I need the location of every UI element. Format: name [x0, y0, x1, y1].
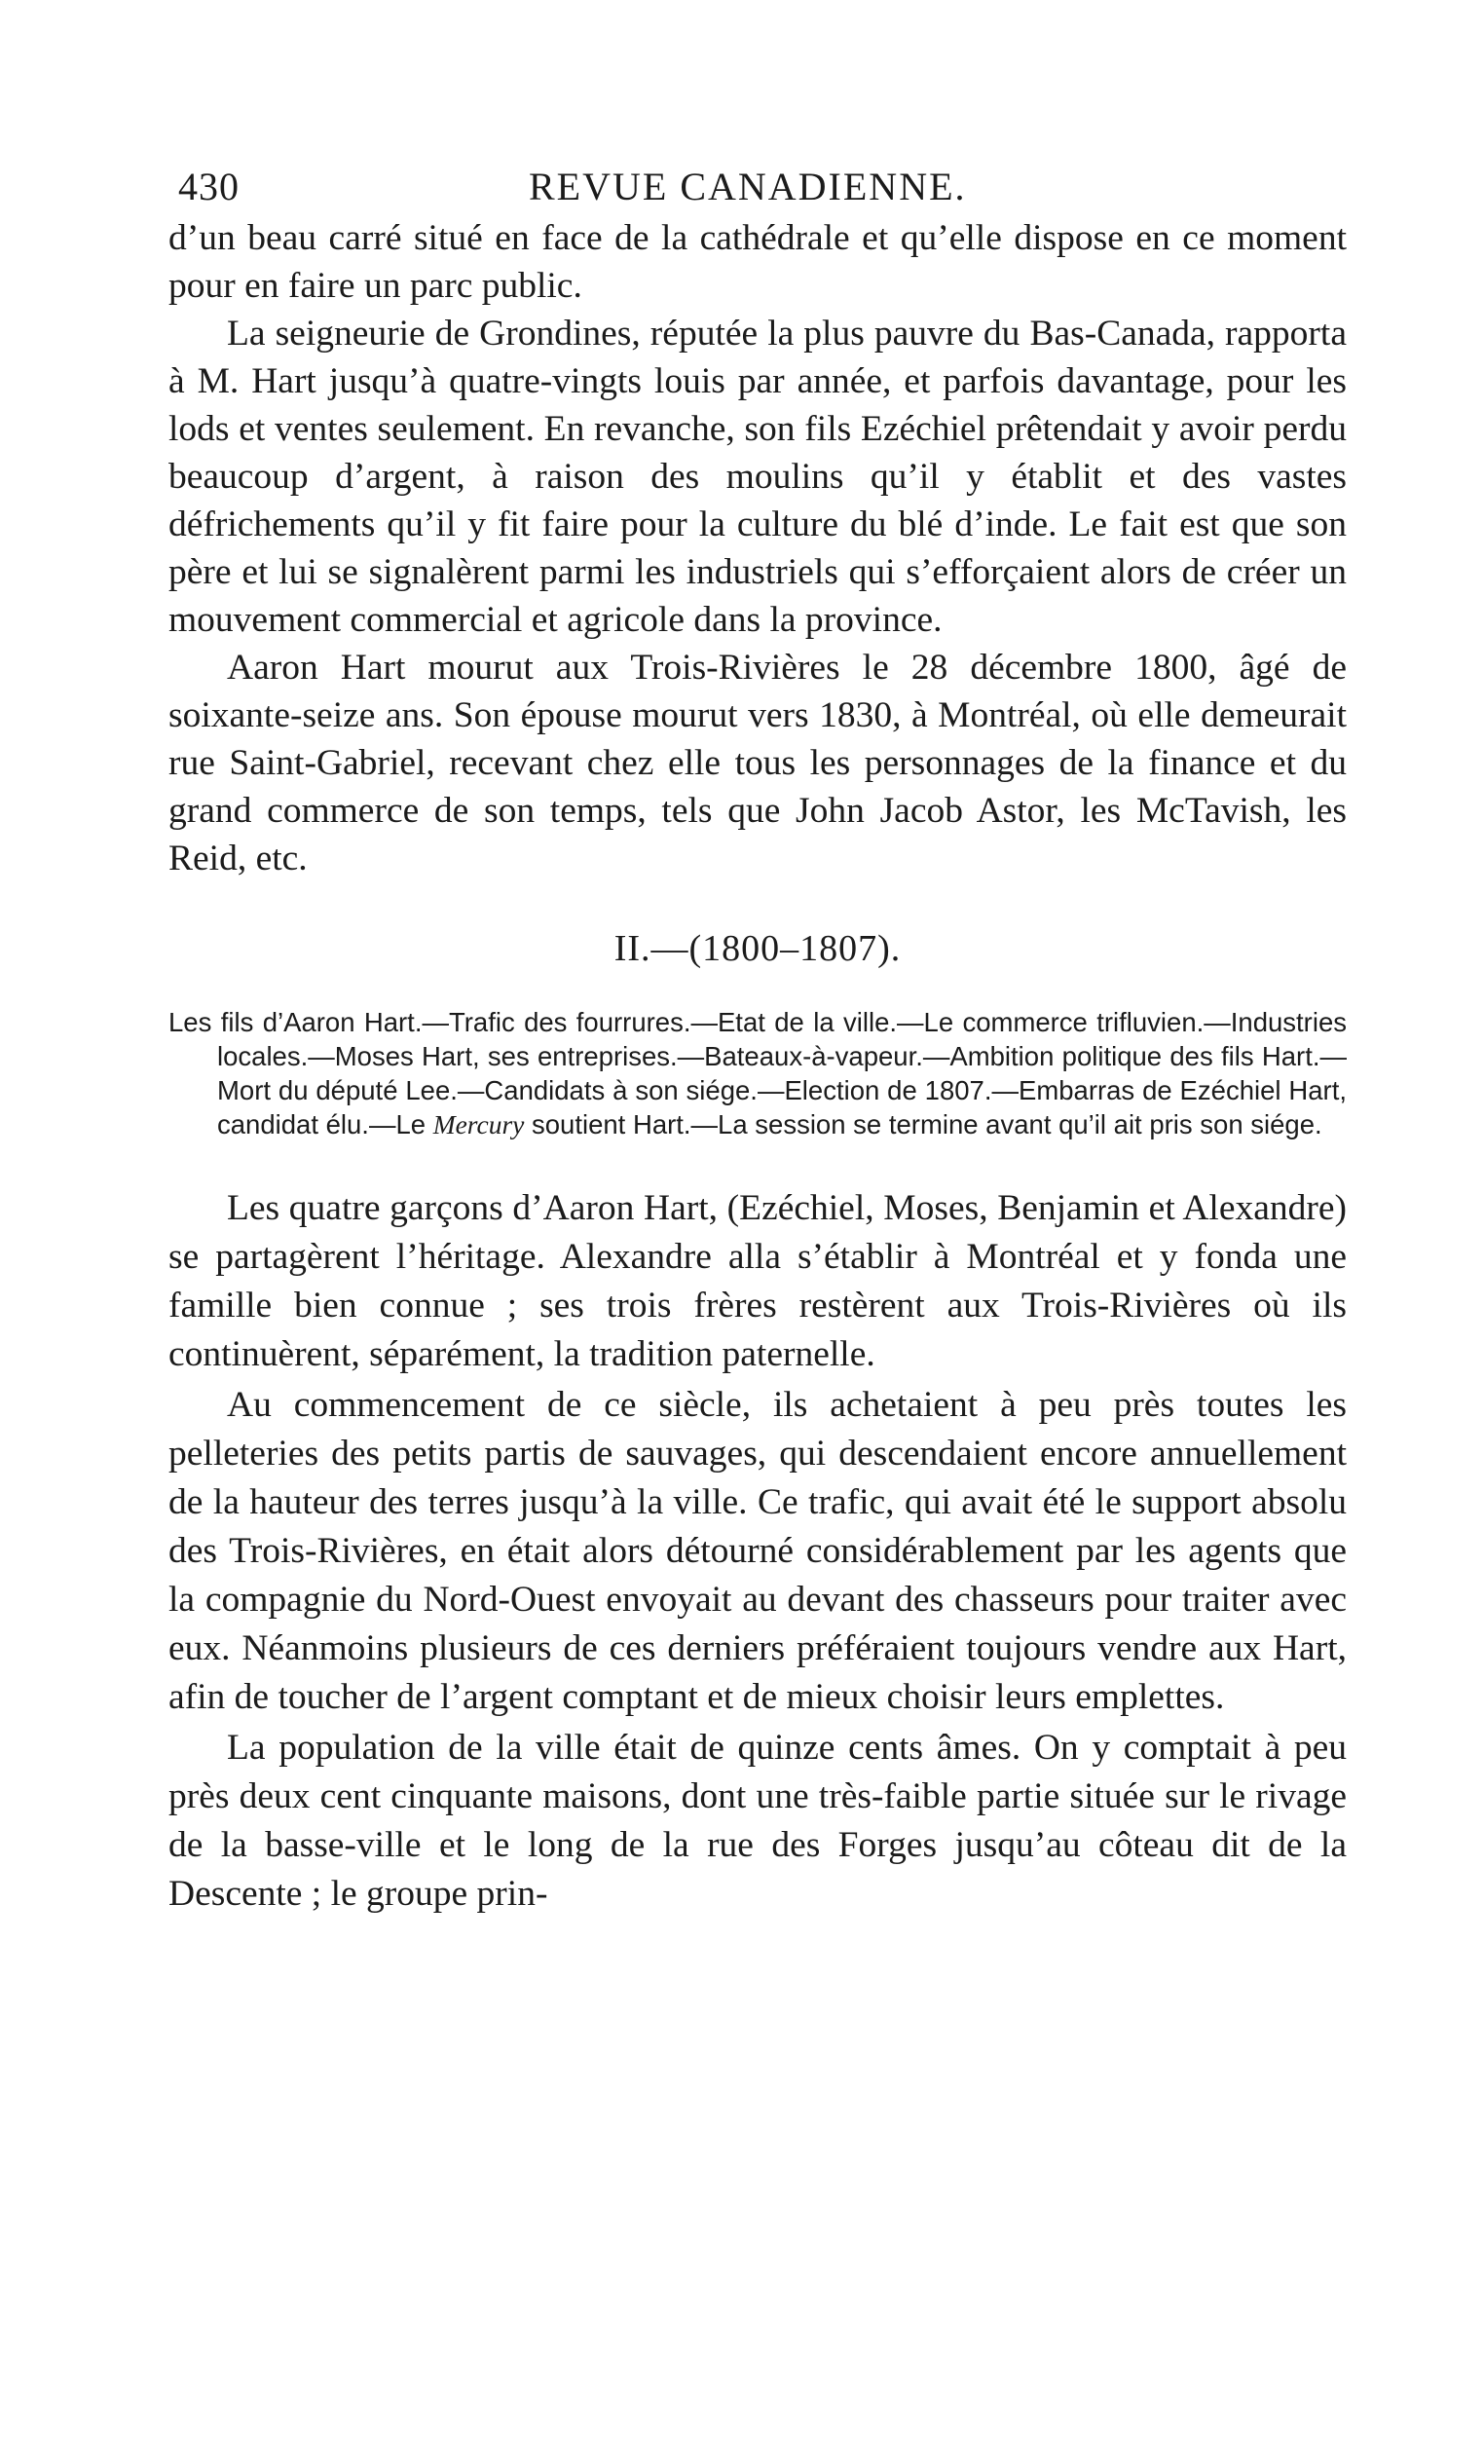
summary-italic-title: Mercury: [432, 1109, 525, 1139]
paragraph: La seigneurie de Grondines, réputée la plus pauvre du Bas-Canada, rapporta à M. Hart jusqu’à quatre-vingts louis par année, et parfois davantage, pour les lods et ventes seulement. En revanche, son fils Ezéchiel prêtendait y avoir perdu beaucoup d’argent, à raison des moulins qu’il y établit et des vastes défrichements qu’il y fit faire pour la culture du blé d’inde. Le fait est que son père et lui se signalèrent parmi les industriels qui s’efforçaient alors de créer un mouvement commercial et agricole dans la province.: [168, 314, 1347, 640]
paragraph: Au commencement de ce siècle, ils achetaient à peu près toutes les pelleteries des petits partis de sauvages, qui descendaient encore annuellement de la hauteur des terres jusqu’à la ville. Ce trafic, qui avait été le support absolu des Trois-Rivières, en était alors détourné considérablement par les agents que la compagnie du Nord-Ouest envoyait au devant des chasseurs pour traiter avec eux. Néanmoins plusieurs de ces derniers préféraient toujours vendre aux Hart, afin de toucher de l’argent comptant et de mieux choisir leurs emplettes.: [168, 1385, 1347, 1717]
paragraph: d’un beau carré situé en face de la cathédrale et qu’elle dispose en ce moment pour en faire un parc public.: [168, 218, 1347, 306]
summary-text-end: soutient Hart.—La session se termine avant qu’il ait pris son siége.: [524, 1109, 1322, 1139]
paragraph: Les quatre garçons d’Aaron Hart, (Ezéchiel, Moses, Benjamin et Alexandre) se partagèrent l’héritage. Alexandre alla s’établir à Montréal et y fonda une famille bien connue ; ses trois frères restèrent aux Trois-Rivières où ils continuèrent, séparément, la tradition paternelle.: [168, 1188, 1347, 1374]
body-text-part2: [168, 1184, 1347, 1919]
summary-text-start: Les fils d’Aaron Hart.—Trafic des fourrures.—Etat de la ville.—Le commerce trifluvien.—Industries locales.—Moses Hart, ses entreprises.—Bateaux-à-vapeur.—Ambition politique des fils Hart.—Mort du député Lee.—Candidats à son siége.—Election de 1807.—Embarras de Ezéchiel Hart, candidat élu.—Le: [168, 1007, 1347, 1139]
body-text-part1: [168, 214, 1347, 882]
page-number: 430: [178, 165, 240, 208]
paragraph: Aaron Hart mourut aux Trois-Rivières le 28 décembre 1800, âgé de soixante-seize ans. Son épouse mourut vers 1830, à Montréal, où elle demeurait rue Saint-Gabriel, recevant chez elle tous les personnages de la finance et du grand commerce de son temps, tels que John Jacob Astor, les McTavish, les Reid, etc.: [168, 648, 1347, 878]
running-title: REVUE CANADIENNE.: [529, 165, 967, 208]
section-heading: II.—(1800–1807).: [613, 928, 902, 969]
paragraph: La population de la ville était de quinze cents âmes. On y comptait à peu près deux cent cinquante maisons, dont une très-faible partie située sur le rivage de la basse-ville et le long de la rue des Forges jusqu’au côteau dit de la Descente ; le groupe prin-: [168, 1728, 1347, 1914]
book-page: [168, 156, 1347, 1921]
page-header: [168, 156, 1347, 214]
section-summary: [168, 1005, 1347, 1141]
